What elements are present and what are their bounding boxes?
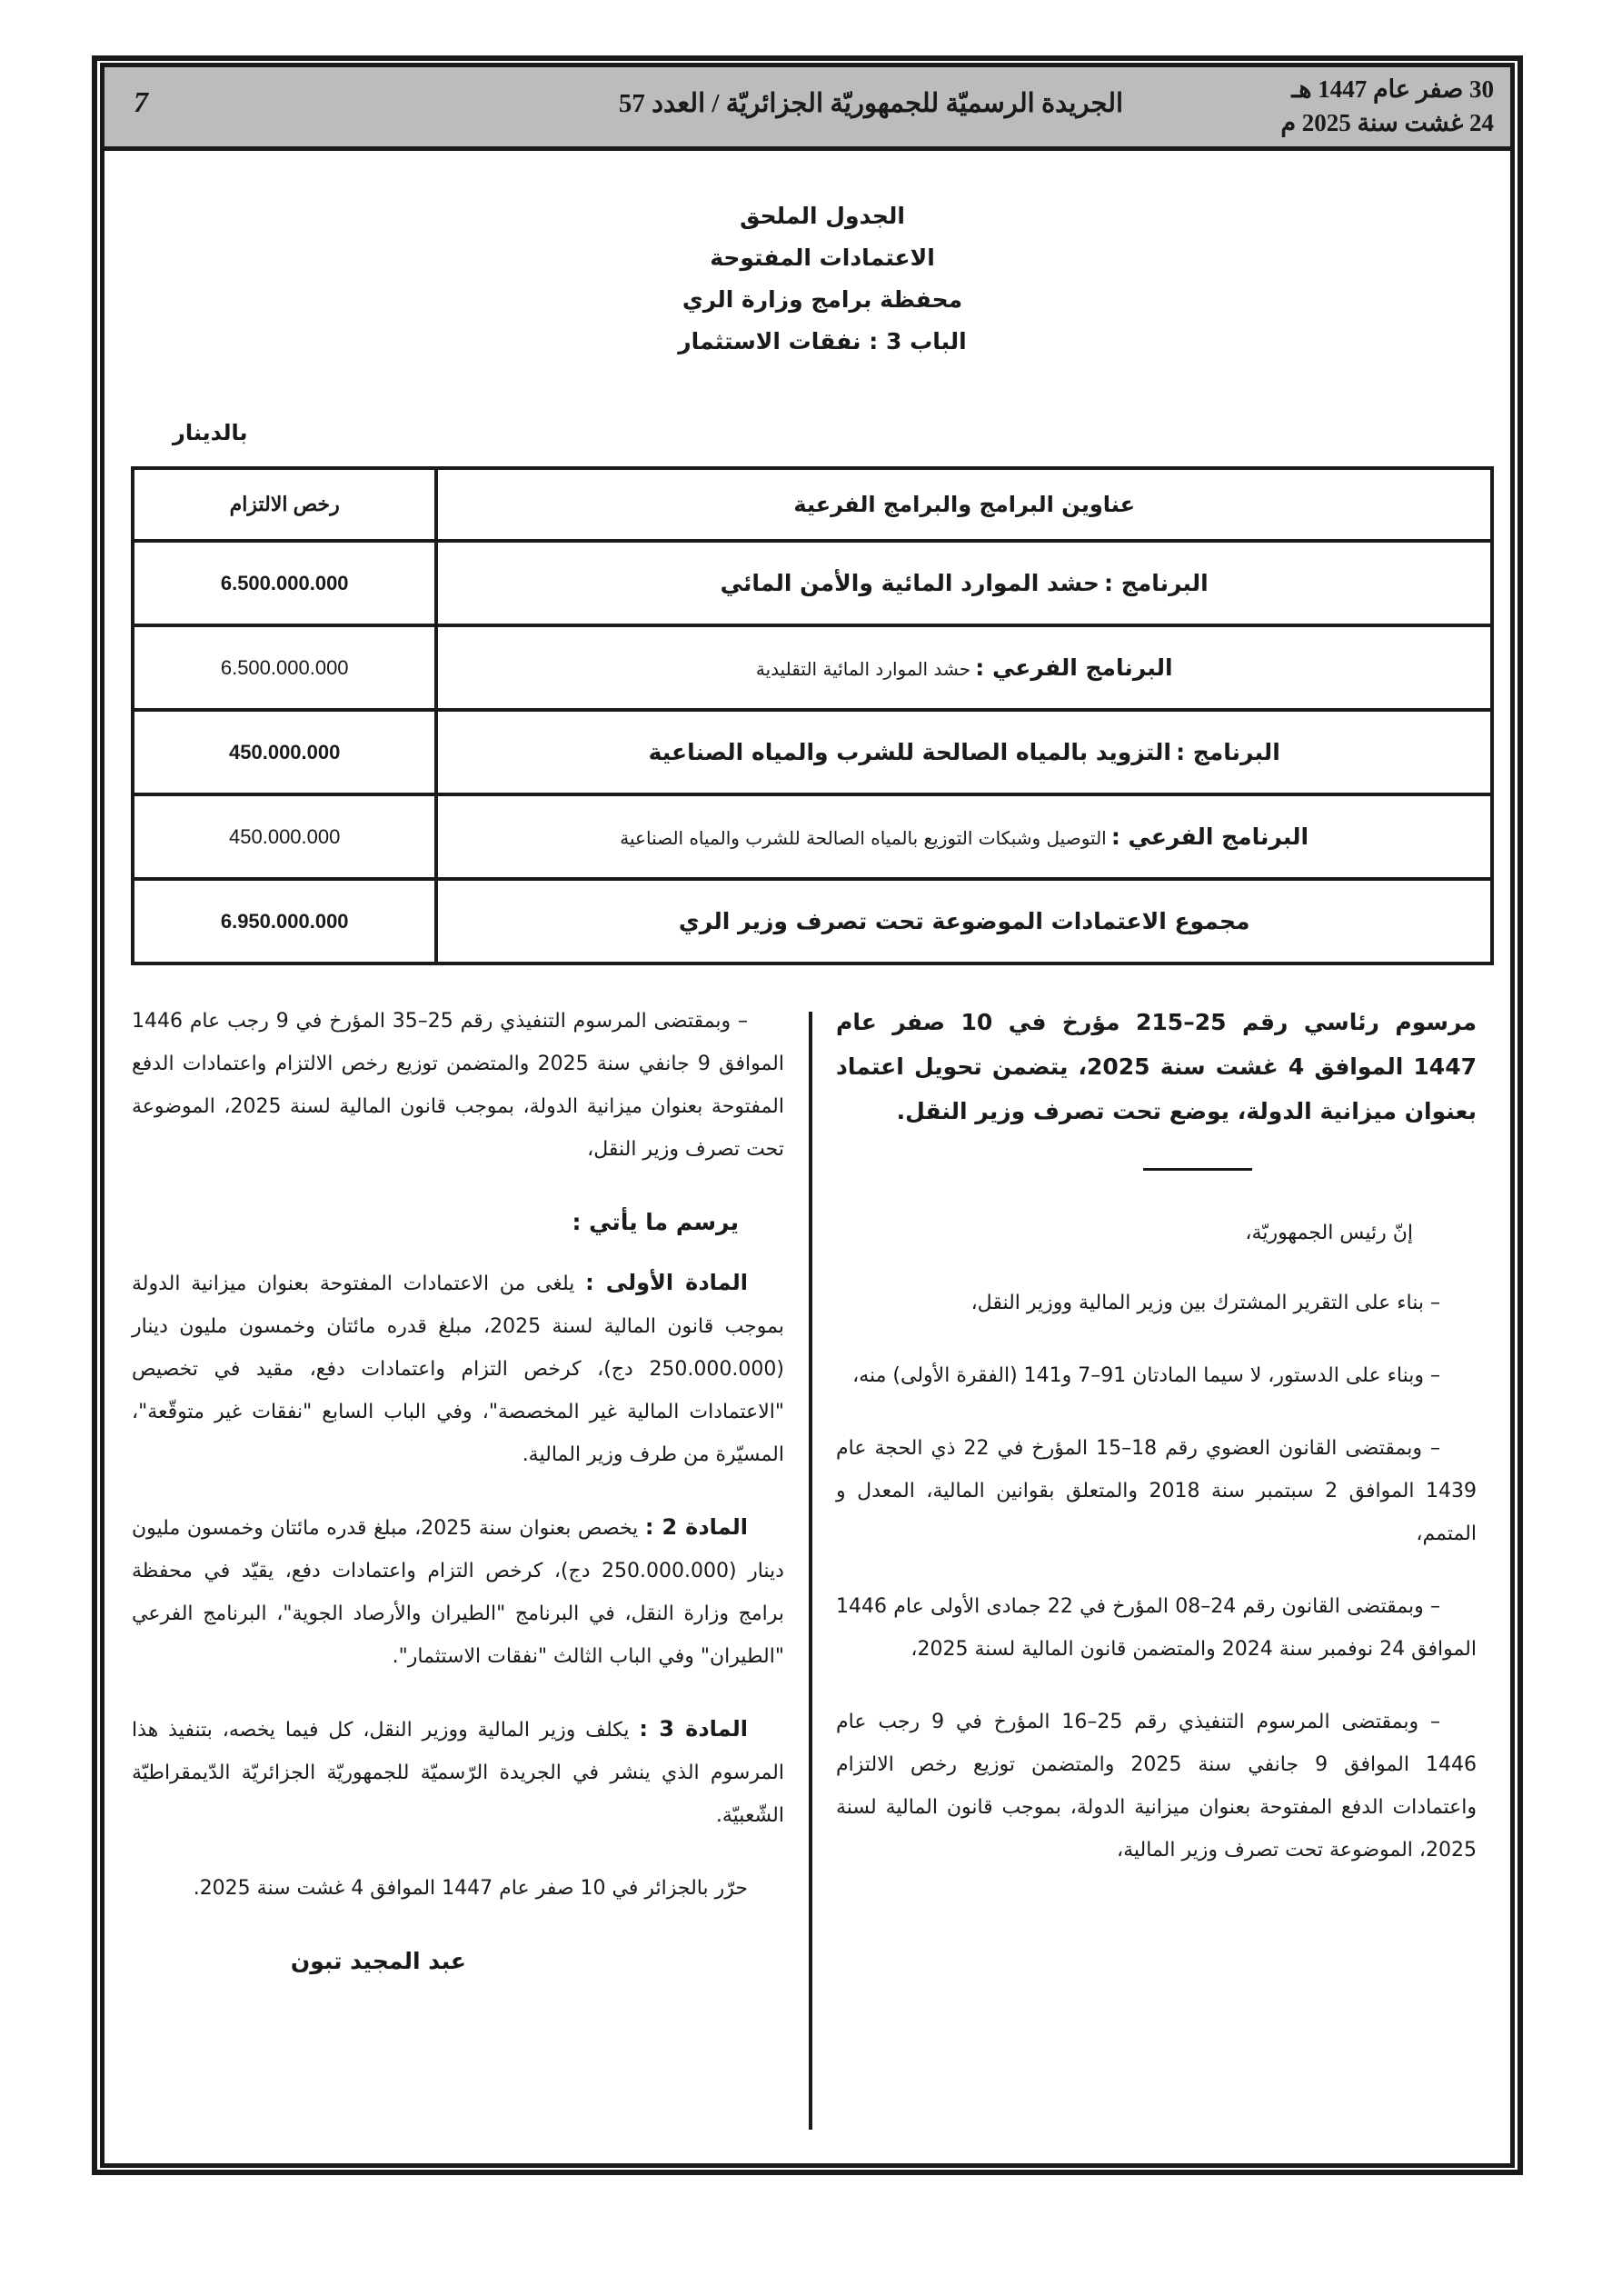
row-label: البرنامج الفرعي : [975, 654, 1173, 681]
row-title-cell [436, 710, 1492, 794]
article-text: يكلف وزير المالية ووزير النقل، كل فيما يخصه، بتنفيذ هذا المرسوم الذي ينشر في الجريدة الرّسميّة للجمهوريّة الجزائريّة الدّيمقراطيّة الشّعبيّة. [132, 1719, 784, 1827]
recital: – وبمقتضى القانون رقم 24–08 المؤرخ في 22 جمادى الأولى عام 1446 الموافق 24 نوفمبر سنة 2024 والمتضمن قانون المالية لسنة 2025، [836, 1595, 1477, 1661]
article-label: المادة 2 : [644, 1514, 749, 1540]
row-label: البرنامج : [1176, 739, 1280, 765]
annex-heading [509, 195, 1136, 363]
table-total-row [133, 879, 1492, 963]
column-header-titles: عناوين البرامج والبرامج الفرعية [436, 468, 1492, 541]
header-gregorian-date: 24 غشت سنة 2025 م [1280, 109, 1494, 136]
recital: – وبمقتضى القانون العضوي رقم 18–15 المؤرخ في 22 ذي الحجة عام 1439 الموافق 2 سبتمبر سنة 2018 والمتعلق بقوانين المالية، المعدل و المتمم، [836, 1437, 1477, 1545]
header-title: الجريدة الرسميّة للجمهوريّة الجزائريّة / العدد 57 [618, 89, 1124, 118]
article-label: المادة 3 : [639, 1716, 748, 1742]
president-intro: إنّ رئيس الجمهوريّة، [1245, 1222, 1413, 1244]
table-row [133, 625, 1492, 710]
row-title-cell [436, 794, 1492, 879]
total-label: مجموع الاعتمادات الموضوعة تحت تصرف وزير الري [436, 879, 1492, 963]
article-label: المادة الأولى : [585, 1270, 748, 1295]
table-row [133, 710, 1492, 794]
section-divider [1143, 1168, 1252, 1171]
article-3 [132, 1708, 784, 1837]
page-number: 7 [134, 85, 148, 118]
decree-left-column [132, 1000, 784, 1982]
row-title-cell [436, 541, 1492, 625]
article-2 [132, 1506, 784, 1678]
row-text: حشد الموارد المائية التقليدية [755, 658, 971, 680]
recital: – وبناء على الدستور، لا سيما المادتان 91–7 و141 (الفقرة الأولى) منه، [852, 1364, 1440, 1387]
article-text: يخصص بعنوان سنة 2025، مبلغ قدره مائتان وخمسون مليون دينار (250.000.000 دج)، كرخص التزام واعتمادات دفع، يقيّد في محفظة برامج وزارة النقل، في البرنامج "الطيران والأرصاد الجوية"، البرنامج الفرعي "الطيران" وفي الباب الثالث "نفقات الاستثمار". [132, 1517, 784, 1668]
column-header-amount: رخص الالتزام [133, 468, 436, 541]
currency-unit-label: بالدينار [173, 420, 248, 445]
annex-title: الجدول الملحق [740, 203, 905, 229]
total-amount: 6.950.000.000 [133, 879, 436, 963]
article-1 [132, 1262, 784, 1476]
row-label: البرنامج : [1104, 570, 1209, 596]
done-at-statement: حرّر بالجزائر في 10 صفر عام 1447 الموافق 4 غشت سنة 2025. [193, 1877, 748, 1900]
table-row [133, 541, 1492, 625]
row-text: التزويد بالمياه الصالحة للشرب والمياه الصناعية [648, 739, 1171, 765]
row-amount: 450.000.000 [133, 710, 436, 794]
column-divider [809, 1012, 812, 2130]
decree-title: مرسوم رئاسي رقم 25–215 مؤرخ في 10 صفر عام 1447 الموافق 4 غشت سنة 2025، يتضمن تحويل اعتماد بعنوان ميزانية الدولة، يوضع تحت تصرف وزير النقل. [836, 1009, 1477, 1124]
table-header-row [133, 468, 1492, 541]
decree-right-column [836, 1000, 1477, 1902]
recital: – وبمقتضى المرسوم التنفيذي رقم 25–35 المؤرخ في 9 رجب عام 1446 الموافق 9 جانفي سنة 2025 والمتضمن توزيع رخص الالتزام واعتمادات الدفع المفتوحة بعنوان ميزانية الدولة، بموجب قانون المالية لسنة 2025، الموضوعة تحت تصرف وزير النقل، [132, 1010, 784, 1161]
decrees-heading: يرسم ما يأتي : [572, 1209, 739, 1235]
row-text: التوصيل وشبكات التوزيع بالمياه الصالحة للشرب والمياه الصناعية [620, 827, 1107, 849]
annex-subtitle-portfolio: محفظة برامج وزارة الري [682, 286, 963, 313]
row-title-cell [436, 625, 1492, 710]
recital: – وبمقتضى المرسوم التنفيذي رقم 25–16 المؤرخ في 9 رجب عام 1446 الموافق 9 جانفي سنة 2025 والمتضمن توزيع رخص الالتزام واعتمادات الدفع المفتوحة بعنوان ميزانية الدولة، بموجب قانون المالية لسنة 2025، الموضوعة تحت تصرف وزير المالية، [836, 1711, 1477, 1862]
row-text: حشد الموارد المائية والأمن المائي [720, 570, 1100, 596]
row-amount: 450.000.000 [133, 794, 436, 879]
annex-subtitle-credits: الاعتمادات المفتوحة [710, 245, 935, 271]
signature: عبد المجيد تبون [290, 1948, 466, 1974]
article-text: يلغى من الاعتمادات المفتوحة بعنوان ميزانية الدولة بموجب قانون المالية لسنة 2025، مبلغ قدره مائتان وخمسون مليون دينار (250.000.000 دج)، كرخص التزام واعتمادات دفع، مقيد في تخصيص "الاعتمادات المالية غير المخصصة"، وفي الباب السابع "نفقات غير متوقّعة"، المسيّرة من طرف وزير المالية. [132, 1273, 784, 1466]
gazette-header [104, 67, 1510, 151]
header-hijri-date: 30 صفر عام 1447 هـ [1291, 75, 1494, 103]
recital: – بناء على التقرير المشترك بين وزير المالية ووزير النقل، [970, 1292, 1440, 1314]
row-amount: 6.500.000.000 [133, 541, 436, 625]
table-row [133, 794, 1492, 879]
row-amount: 6.500.000.000 [133, 625, 436, 710]
row-label: البرنامج الفرعي : [1110, 824, 1309, 850]
credits-table [131, 466, 1494, 965]
annex-subtitle-title: الباب 3 : نفقات الاستثمار [678, 328, 967, 354]
